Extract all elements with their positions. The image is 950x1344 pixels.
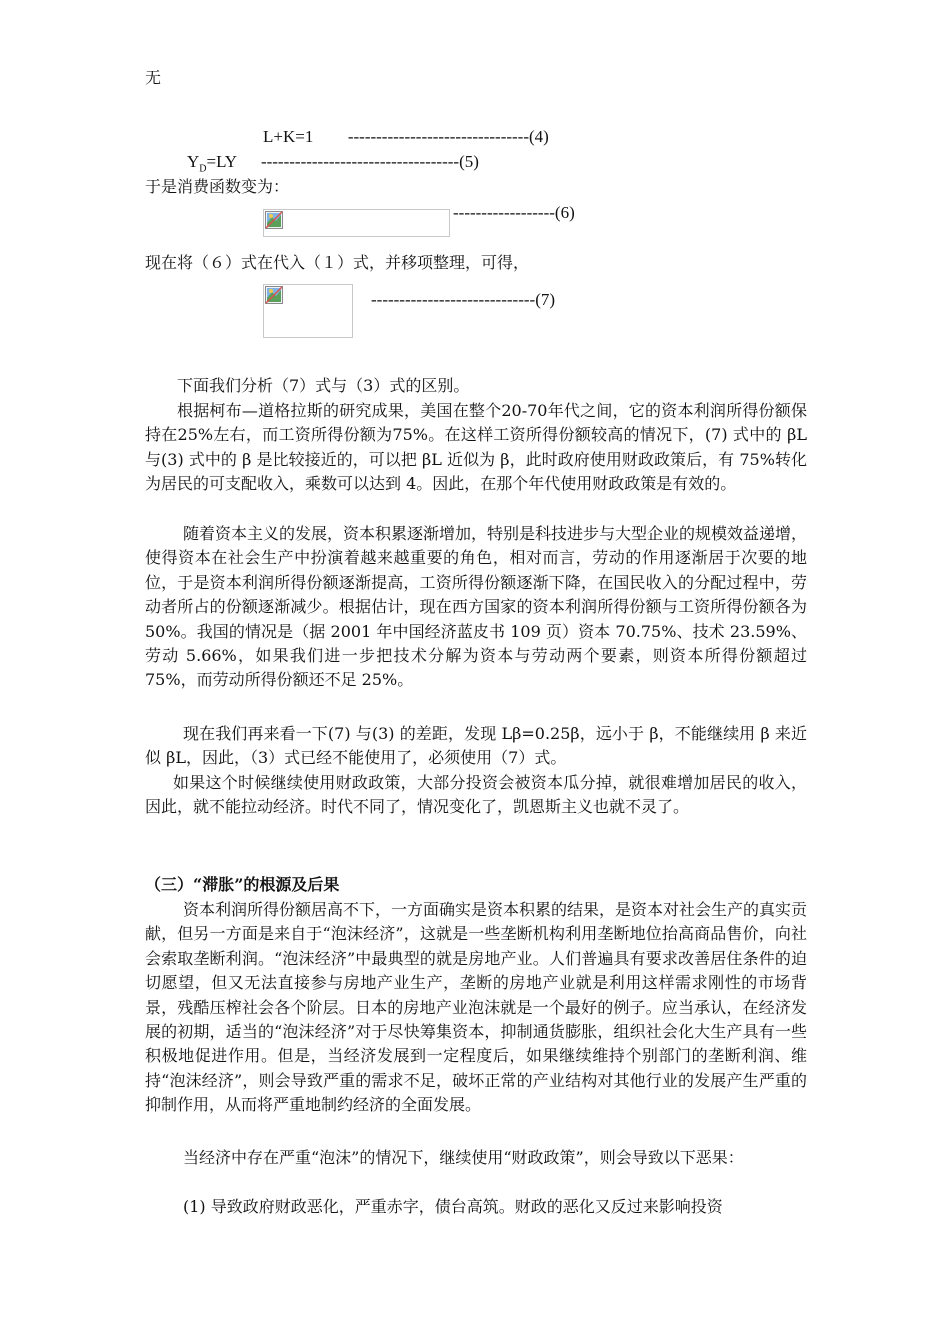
paragraph-cobb-douglas: 根据柯布—道格拉斯的研究成果，美国在整个20-70年代之间，它的资本利润所得份额保持在25%左右，而工资所得份额为75%。在这样工资所得份额较高的情况下，(7) 式中的 βL 与(3) 式中的 β 是比较接近的，可以把 βL 近似为 β，此时政府使用财政政策后，有 75%转化为居民的可支配收入，乘数可以达到 4。因此，在那个年代使用财政政策是有效的。 <box>145 401 807 494</box>
equation-6-label: (6) <box>554 203 575 222</box>
equation-7-image <box>263 284 353 338</box>
equation-7-label: (7) <box>535 290 556 309</box>
equation-7-dashes: ----------------------------- <box>371 290 536 309</box>
equation-4-lhs: L+K=1 <box>263 127 314 146</box>
equation-4-label: (4) <box>529 127 549 146</box>
paragraph-consequences: 当经济中存在严重“泡沫”的情况下，继续使用“财政政策”，则会导致以下恶果： <box>183 1148 744 1167</box>
paragraph-consequence-1: (1) 导致政府财政恶化，严重赤字，债台高筑。财政的恶化又反过来影响投资 <box>183 1197 723 1216</box>
equation-4-dashes: -------------------------------- <box>347 127 529 146</box>
paragraph-bubble-economy: 资本利润所得份额居高不下，一方面确实是资本积累的结果，是资本对社会生产的真实贡献，但另一方面是来自于“泡沫经济”，这就是一些垄断机构利用垄断地位抬高商品售价，向社会索取垄断利润。“泡沫经济”中最典型的就是房地产业。人们普遍具有要求改善居住条件的迫切愿望，但又无法直接参与房地产业生产，垄断的房地产业就是利用这样需求刚性的市场背景，残酷压榨社会各个阶层。日本的房地产业泡沫就是一个最好的例子。应当承认，在经济发展的初期，适当的“泡沫经济”对于尽快筹集资本，抑制通货膨胀，组织社会化大生产具有一些积极地促进作用。但是，当经济发展到一定程度后，如果继续维持个别部门的垄断利润、维持“泡沫经济”，则会导致严重的需求不足，破坏正常的产业结构对其他行业的发展产生严重的抑制作用，从而将严重地制约经济的全面发展。 <box>145 900 808 1115</box>
broken-image-icon <box>265 211 283 229</box>
equation-6-image <box>263 209 450 237</box>
equation-5-y: Y <box>187 152 200 171</box>
paragraph-gap-comparison: 现在我们再来看一下(7) 与(3) 的差距，发现 Lβ=0.25β，远小于 β，不能继续用 β 来近似 βL，因此，（3）式已经不能使用了，必须使用（7）式。 <box>145 724 807 768</box>
equation-6 <box>453 203 575 223</box>
equation-5-label: (5) <box>459 152 479 171</box>
equation-5-lhs <box>187 152 237 175</box>
equation-7 <box>371 290 555 310</box>
intro-line: 于是消费函数变为： <box>145 177 290 196</box>
broken-image-icon <box>265 286 283 304</box>
equation-5 <box>187 152 479 174</box>
equation-6-dashes: ------------------ <box>453 203 555 222</box>
equation-5-rest: =LY <box>206 152 237 171</box>
paragraph-analysis-intro: 下面我们分析（7）式与（3）式的区别。 <box>177 376 470 395</box>
equation-5-dashes: ----------------------------------- <box>260 152 460 171</box>
paragraph-capital-accumulation: 随着资本主义的发展，资本积累逐渐增加，特别是科技进步与大型企业的规模效益递增，使得资本在社会生产中扮演着越来越重要的角色，相对而言，劳动的作用逐渐居于次要的地位，于是资本利润所得份额逐渐提高，工资所得份额逐渐下降，在国民收入的分配过程中，劳动者所占的份额逐渐减少。根据估计，现在西方国家的资本利润所得份额与工资所得份额各为 50%。我国的情况是（据 2001 年中国经济蓝皮书 109 页）资本 70.75%、技术 23.59%、劳动 5.66%，如果我们进一步把技术分解为资本与劳动两个要素，则资本所得份额超过 75%，而劳动所得份额还不足 25%。 <box>145 524 808 690</box>
substitute-line: 现在将（６）式在代入（１）式，并移项整理，可得， <box>145 253 530 272</box>
equation-5-subscript: D <box>199 163 207 175</box>
paragraph-fiscal-policy: 如果这个时候继续使用财政政策，大部分投资会被资本瓜分掉，就很难增加居民的收入，因此，就不能拉动经济。时代不同了，情况变化了，凯恩斯主义也就不灵了。 <box>145 773 807 817</box>
section-heading: （三）“滞胀”的根源及后果 <box>145 875 340 894</box>
equation-4 <box>263 127 549 147</box>
header-char: 无 <box>145 68 162 87</box>
